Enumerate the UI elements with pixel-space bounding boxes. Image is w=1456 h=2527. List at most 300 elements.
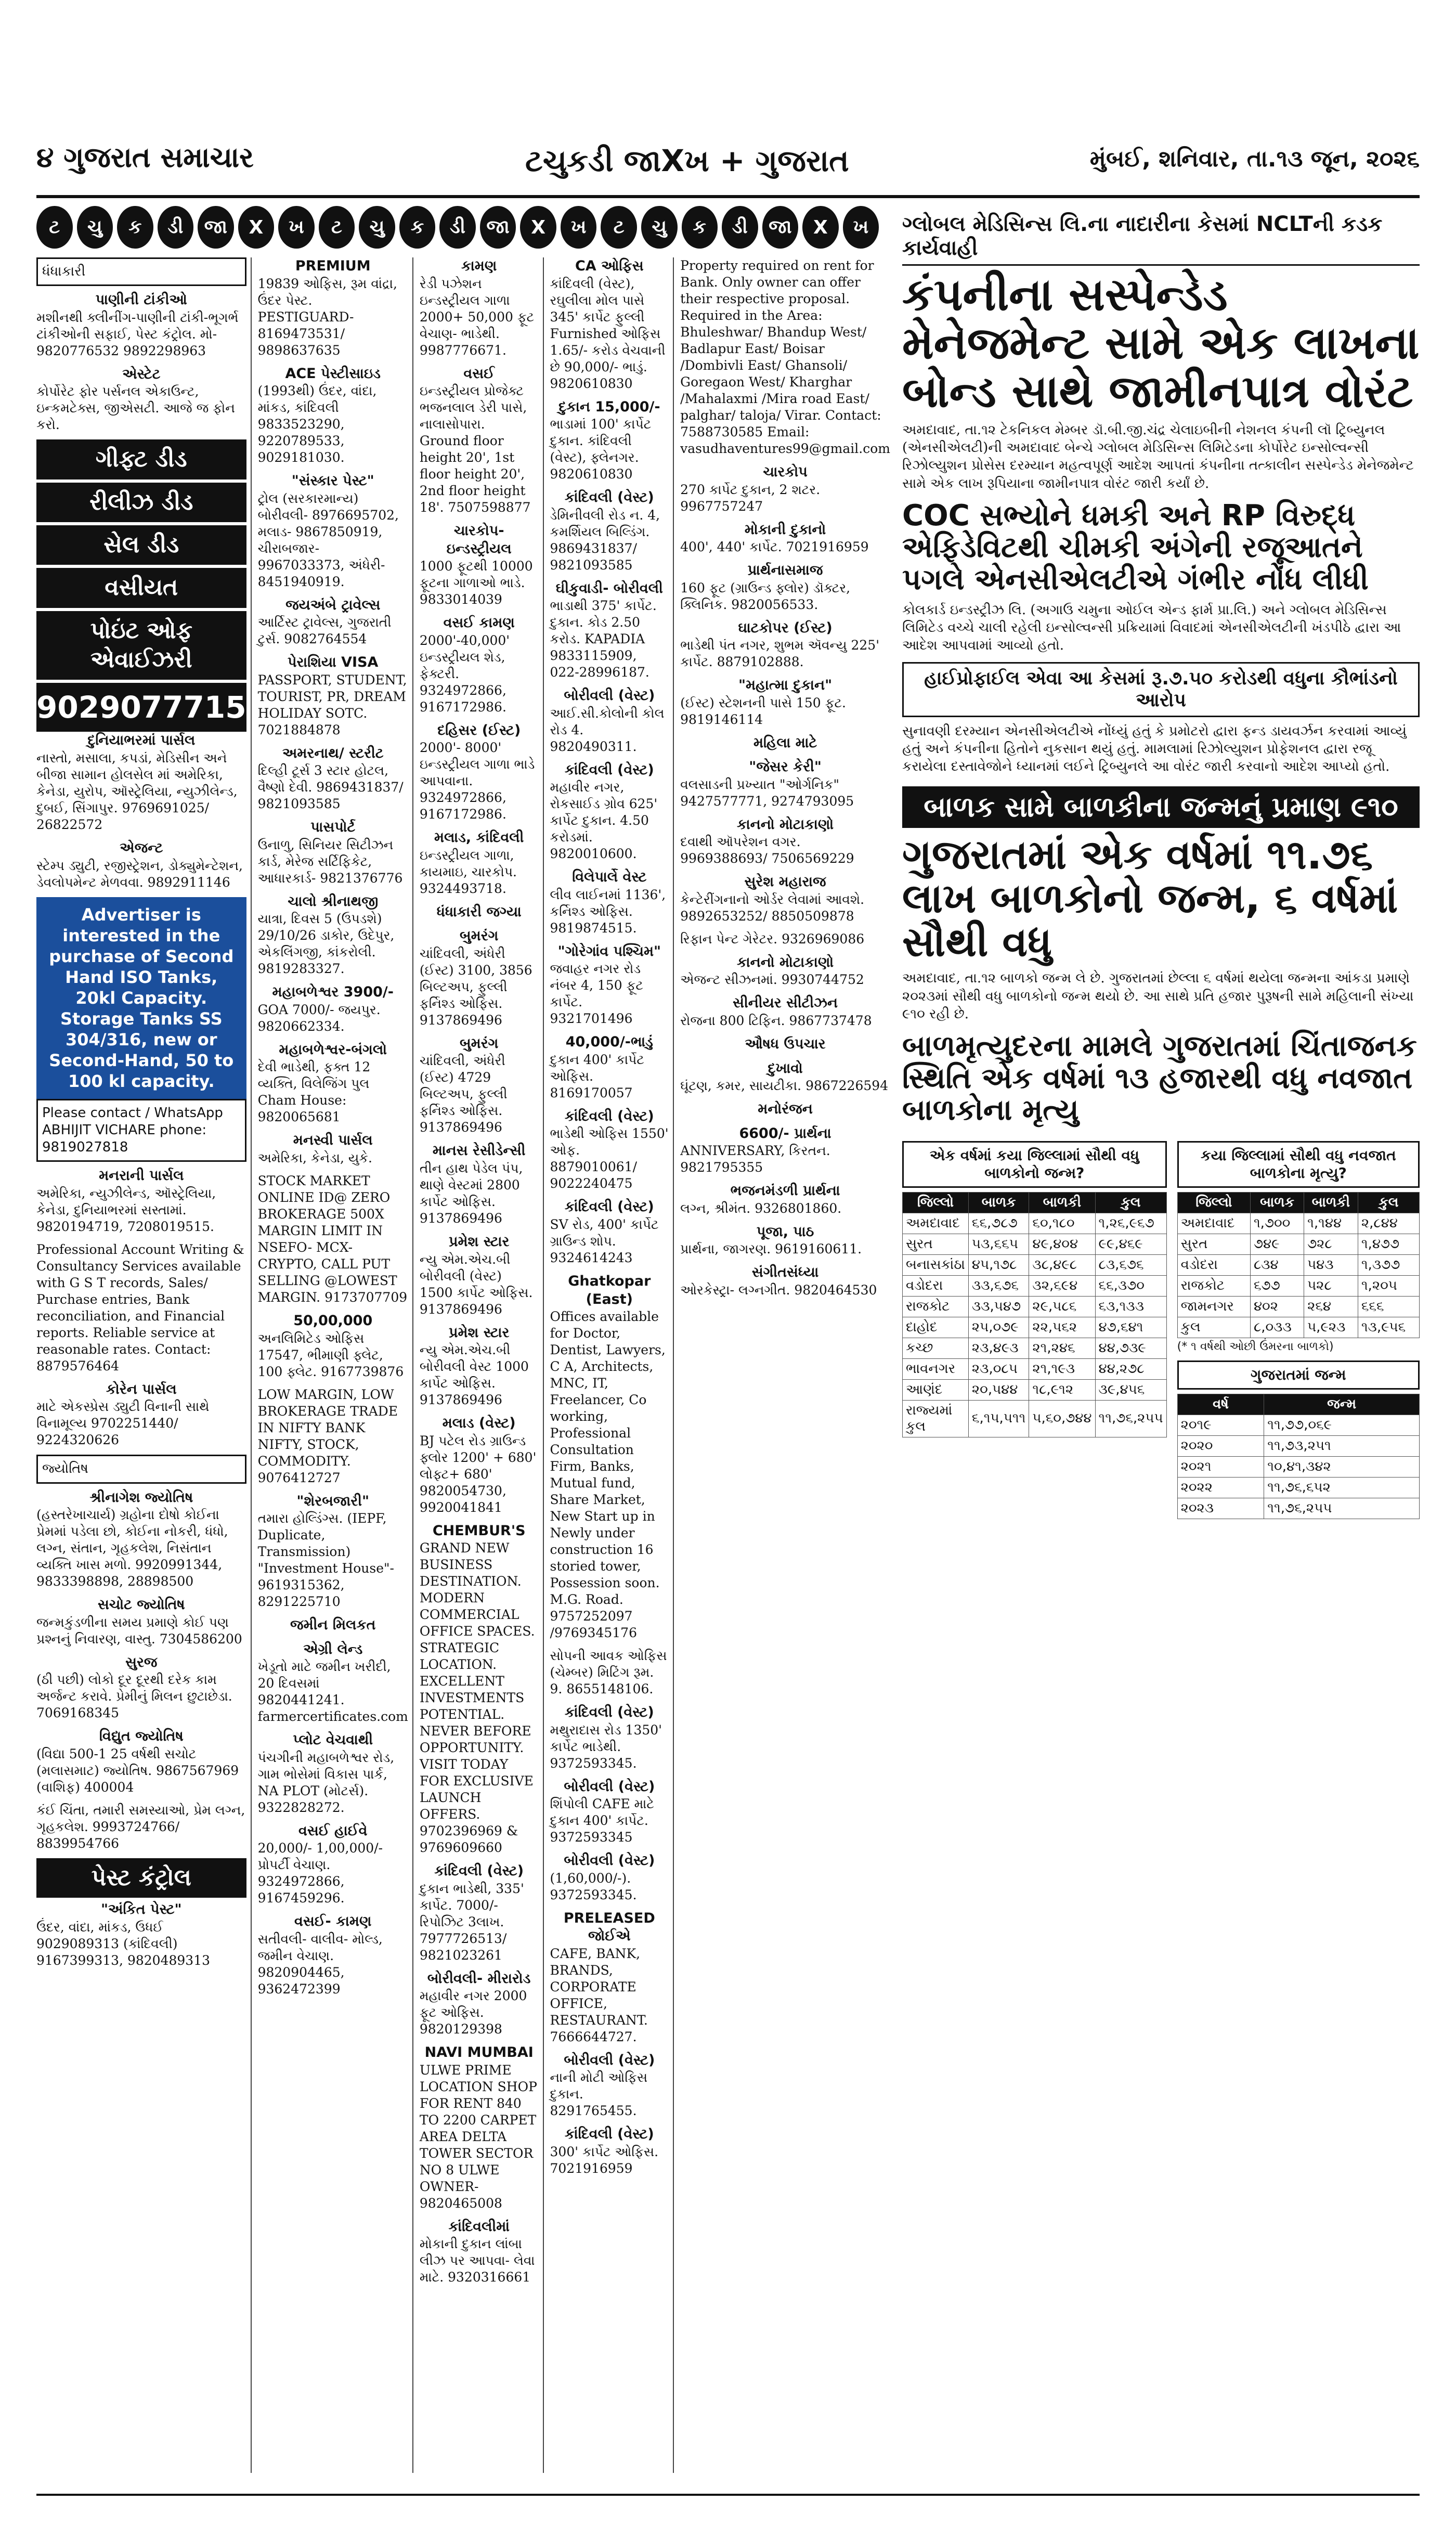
table-header-cell: જિલ્લો [903, 1192, 969, 1213]
table-cell: ભાવનગર [903, 1358, 969, 1379]
col2-item [258, 1731, 408, 1816]
col2-item [258, 1616, 408, 1635]
col3-item [420, 1522, 539, 1857]
classified-title: એગ્રી લેન્ડ [303, 1641, 363, 1657]
col2-item [258, 257, 408, 359]
article-body-2: કોલકાર્ડ ઇન્ડસ્ટ્રીઝ લિ. (અગાઉ ચમુના ઓઈલ એન્ડ ફાર્મ પ્રા.લિ.) અને ગ્લોબલ મેડિસિન્સ લિમિટેડ વચ્ચે ચાલી રહેલી ઇન્સોલ્વન્સી પ્રક્રિયામાં વિવાદમાં એનસીએલટીની ખંડપીઠે દ્વારા આ આદેશ આપવામાં આવ્યો હતો. [902, 602, 1401, 654]
col3-item [420, 1142, 539, 1227]
mortality-table-block [1177, 1134, 1420, 1519]
table-cell: ૮૩,૬૭૬ [1095, 1254, 1166, 1275]
classified-text: સ્ટેમ્પ ડ્યુટી, રજીસ્ટ્રેશન, ડોક્યુમેન્ટેશન, ડેવલોપમેન્ટ મેળવવા. 9892911146 [36, 858, 247, 890]
table-cell: ૬,૧૫,૫૧૧ [968, 1400, 1029, 1437]
col1d-item [36, 1596, 246, 1648]
classified-text: ભાડાથી 375' કાર્પેટ. દુકાન. કોડ 2.50 કરોડ. KAPADIA 9833115909, 022-28996187. [550, 598, 661, 680]
section-label: ધંધાકારી [36, 257, 246, 286]
classified-text: (હસ્તરેખાચાર્ય) ગ્રહોના દોષો કોઈના પ્રેમમાં પડેલા છો, કોઈના નોકરી, ધંધો, લગ્ન, સંતાન, ગૃહકલેશ, નિસંતાન વ્યક્તિ ખાસ મળો. 9920991344, 9833398898, 28898500 [36, 1507, 232, 1589]
table-cell: ૮,૦૩૩ [1250, 1317, 1304, 1338]
col4-item [550, 687, 669, 755]
table-cell: સુરત [903, 1234, 969, 1254]
table-cell: આણંદ [903, 1379, 969, 1400]
col5-item [680, 521, 890, 556]
classified-text: ઉંદર, વાંદા, માંકડ, ઉધઈ 9029089313 (કાંદિવલી) 9167399313, 9820489313 [36, 1919, 211, 1968]
classified-title: કાંદિવલી (વેસ્ટ) [564, 1704, 654, 1721]
col4-item [550, 761, 669, 863]
dateline: મુંબઈ, શનિવાર, તા.૧૩ જૂન, ૨૦૨૬ [1089, 146, 1420, 172]
table-cell: વડોદરા [1177, 1254, 1250, 1275]
col2-item [258, 1641, 408, 1726]
classified-text: નાની મોટી ઓફિસ દુકાન. 8291765455. [550, 2070, 652, 2119]
classified-title: એસ્ટેટ [122, 366, 161, 382]
table-cell: ૨૧,૧૯૩ [1029, 1358, 1095, 1379]
col5-item [680, 1264, 890, 1299]
strip-letter: ખ [278, 206, 315, 249]
classified-column-3 [420, 257, 544, 2473]
col3-item [420, 1035, 539, 1136]
table-cell: ૧૩,૯૫૬ [1358, 1317, 1419, 1338]
newspaper-name-page: ૪ ગુજરાત સમાચાર [36, 140, 254, 174]
col4-item [550, 1198, 669, 1266]
table-cell: ૧૧,૭૩,૨૫૧ [1264, 1435, 1420, 1456]
classified-title: "ગોરેગાંવ પશ્ચિમ" [557, 943, 661, 960]
classified-text: 20,000/- 1,00,000/- પ્રોપર્ટી વેચાણ. 9324972866, 9167459296. [257, 1841, 387, 1906]
classified-text: 270 કાર્પેટ દુકાન, 2 શટર. 9967757247 [680, 482, 825, 514]
table-cell: ૪૪,૨૭૮ [1095, 1358, 1166, 1379]
table-header-cell: બાળકી [1304, 1192, 1358, 1213]
classified-title: અમરનાથ/ સ્ટરીટ [282, 745, 384, 761]
classified-text: કેન્ટેરીંગનાનો ઓર્ડર લેવામાં આવશે. 9892653252/ 8850509878 [680, 891, 869, 924]
col2-item [257, 654, 411, 738]
table-cell: ૨૩,૦૮૫ [968, 1358, 1029, 1379]
strip-letter: જા [198, 206, 234, 249]
classified-title: કાંદિવલી (વેસ્ટ) [564, 761, 654, 778]
classified-title: બોરીવલી (વેસ્ટ) [564, 688, 655, 704]
classified-title: વસઈ કામણ [443, 615, 515, 631]
table-row [903, 1234, 1167, 1254]
col1c-item [36, 1381, 246, 1449]
classified-title: દુકાન 15,000/- [558, 398, 660, 415]
col2-item [258, 893, 408, 978]
col5-item [680, 954, 890, 989]
table-cell: ૨૦૨૧ [1177, 1456, 1264, 1477]
col1c-item [36, 1241, 249, 1375]
births-by-district-table [902, 1192, 1167, 1437]
classified-title: વિલેપાર્લે વેસ્ટ [572, 869, 647, 886]
classified-column-1 [36, 257, 252, 2473]
headline-births: ગુજરાતમાં એક વર્ષમાં ૧૧.૭૬ લાખ બાળકોનો જન્મ, ૬ વર્ષમાં સૌથી વધુ [902, 831, 1398, 966]
classified-text: તમારા હોલ્ડિંગ્સ. (IEPF, Duplicate, Transmission) "Investment House"- 9619315362, 8291225710 [257, 1511, 398, 1610]
classified-title: કાનનો મોટાકાણો [736, 816, 834, 833]
news-kicker: ગ્લોબલ મેડિસિન્સ લિ.ના નાદારીના કેસમાં NCLTની કડક કાર્યવાહી [902, 208, 1420, 266]
classified-title: ઘાટકોપર (ઈસ્ટ) [738, 619, 833, 636]
classified-title: પ્લોટ વેચવાથી [293, 1732, 373, 1748]
classified-column-4 [550, 257, 674, 2473]
classified-text: રિફાન પેન્ટ ગેરેટર. 9326969086 [680, 931, 865, 947]
table-cell: ૩૯,૪૫૬ [1095, 1379, 1166, 1400]
headline-coc: COC સભ્યોને ધમકી અને RP વિરુદ્ધ એફિડેવિટથી ચીમકી અંગેની રજૂઆતને પગલે એનસીએલટીએ ગંભીર નોંધ લીધી [902, 498, 1369, 597]
table-cell: ૯૯,૪૬૯ [1095, 1234, 1166, 1254]
col4-item [550, 2126, 669, 2177]
col1c-item [36, 1167, 246, 1235]
table-cell: દાહોદ [903, 1317, 969, 1338]
strip-letter: X [520, 206, 556, 249]
table-cell: અમદાવાદ [1177, 1213, 1250, 1234]
classified-text: 1000 ફૂટથી 10000 ફૂટના ગાળાઓ ભાડે. 9833014039 [419, 559, 537, 607]
classified-title: મોકાની દુકાનો [744, 521, 826, 538]
table-cell: ૬૩,૧૩૩ [1095, 1296, 1166, 1317]
table-cell: ૧,૩૭૭ [1358, 1254, 1419, 1275]
classified-title: "મહાત્મા દુકાન" [738, 677, 833, 694]
strip-letter: ખ [843, 206, 879, 249]
col1d-item [36, 1489, 246, 1590]
classified-title: દુનિયાભરમાં પાર્સલ [87, 732, 196, 749]
table-header-cell: કુલ [1095, 1192, 1166, 1213]
table-cell: અમદાવાદ [903, 1213, 969, 1234]
section-label: પેસ્ટ કંટ્રોલ [36, 1858, 246, 1898]
classified-title: કાંદિવલી (વેસ્ટ) [564, 489, 654, 506]
classified-text: GRAND NEW BUSINESS DESTINATION. MODERN COMMERCIAL OFFICE SPACES. STRATEGIC LOCATION. EXCELLENT INVESTMENTS POTENTIAL. NEVER BEFORE OPPORTUNITY. VISIT TODAY FOR EXCLUSIVE LAUNCH OFFERS. 9702396969 & 9769609660 [419, 1540, 539, 1856]
strip-letter: ક [117, 206, 153, 249]
table-header-cell: જન્મ [1264, 1394, 1420, 1415]
classified-text: દિલ્હી ટૂર્સ 3 સ્ટાર હોટલ, વૈષ્ણો દેવી. 9869431837/ 9821093585 [257, 763, 408, 812]
news-column [902, 208, 1420, 2470]
col2-item [258, 365, 408, 466]
classified-text: CAFE, BANK, BRANDS, CORPORATE OFFICE, RESTAURANT. 7666644727. [550, 1946, 652, 2044]
classified-text: 400', 440' કાર્પેટ. 7021916959 [680, 539, 869, 555]
classified-title: PREMIUM [295, 258, 371, 274]
table-row [1177, 1456, 1419, 1477]
col5-item [680, 1182, 890, 1217]
classified-text: યાત્રા, દિવસ 5 (ઉપડશે) 29/10/26 ડાકોર, ઉદેપુર, એકલિંગજી, કાંકરોલી. 9819283327. [257, 911, 399, 977]
strip-letter: જા [762, 206, 799, 249]
classified-title: ACE પેસ્ટીસાઇડ [285, 365, 381, 382]
classified-text: મશીનથી ક્લીનીંગ-પાણીની ટાંકી-ભૂગર્ભ ટાંકીઓની સફાઈ, પેસ્ટ કંટ્રોલ. મો- 9820776532 9892298963 [36, 309, 243, 358]
strip-letter: જા [480, 206, 516, 249]
classified-title: સીનીયર સીટીઝન [733, 995, 838, 1012]
classified-title: સચોટ જ્યોતિષ [97, 1597, 185, 1613]
col4-item [550, 1648, 669, 1697]
table-row [903, 1338, 1167, 1358]
col2-item [258, 1386, 408, 1486]
table-cell: સુરત [1177, 1234, 1250, 1254]
classified-title: 40,000/-ભાડું [565, 1034, 653, 1051]
classified-text: દુકાન ભાડેથી, 335' કાર્પેટ. 7000/- રિપોઝિટ 3લાખ. 7977726513/ 9821023261 [419, 1881, 528, 1963]
classified-text: ન્યુ એમ.એચ.બી બોરીવલી વેસ્ટ 1000 કાર્પેટ ઓફિસ. 9137869496 [419, 1342, 533, 1408]
col5-item [680, 1060, 890, 1095]
table-header-cell: બાળકી [1029, 1192, 1095, 1213]
yearly-births-title: ગુજરાતમાં જન્મ [1177, 1360, 1420, 1390]
classified-text: ઉનાળુ, સિનિયર સિટીઝન કાર્ડ, મેરેજ સર્ટિફિકેટ, આધારકાર્ડ- 9821376776 [257, 837, 403, 886]
strip-letter: ખ [561, 206, 597, 249]
col4-item [550, 1852, 669, 1903]
col3-item [420, 1324, 539, 1409]
table-cell: ૧૧,૭૬,૨૫૫ [1095, 1400, 1166, 1437]
header-rule [36, 195, 1420, 198]
table-header-cell: કુલ [1358, 1192, 1419, 1213]
strip-letter: X [238, 206, 275, 249]
table-cell: ૮૩૪ [1250, 1254, 1304, 1275]
table-cell: રાજ્યમાં કુલ [903, 1400, 969, 1437]
classified-title: બોરીવલી (વેસ્ટ) [564, 1852, 655, 1869]
col4-item [550, 1704, 669, 1772]
classified-text: વલસાડની પ્રખ્યાત "ઓર્ગનિક" 9427577771, 9274793095 [680, 776, 854, 809]
classified-title: કાંદિવલી (વેસ્ટ) [564, 2126, 654, 2143]
col1d-item [36, 1728, 246, 1796]
birth-table-block [902, 1134, 1167, 1519]
table-cell: ૧૧,૭૭,૦૬૯ [1264, 1415, 1420, 1435]
classified-text: PASSPORT, STUDENT, TOURIST, PR, DREAM HOLIDAY SOTC. 7021884878 [257, 672, 411, 737]
classified-title: બોરીવલી- મીરારોડ [427, 1970, 531, 1987]
table-cell: ૬૦,૧૮૦ [1029, 1213, 1095, 1234]
classified-text: જન્મકુંડળીના સમય પ્રમાણે કોઈ પણ પ્રશ્નનું નિવારણ, વાસ્તુ. 7304586200 [36, 1614, 242, 1647]
boxed-subheadline: હાઈપ્રોફાઈલ એવા આ કેસમાં રૂ.૭.૫૦ કરોડથી વધુના કૌભાંડનો આરોપ [902, 662, 1420, 717]
table-cell: ૪૯,૪૦૪ [1029, 1234, 1095, 1254]
classified-text: Professional Account Writing & Consultancy Services available with G S T records, Sales/ Purchase entries, Bank reconciliation, and Financial reports. Reliable service at reasonable rates. Contact: 8879576464 [36, 1241, 249, 1373]
classified-title: ઔષધ ઉપચાર [745, 1036, 826, 1053]
classified-title: "સંસ્કાર પેસ્ટ" [291, 473, 374, 489]
table-cell: ૨૩,૪૯૩ [968, 1338, 1029, 1358]
col5-item [680, 734, 890, 753]
col4-item [550, 1910, 669, 2045]
classified-title: ચાલો શ્રીનાથજી [288, 893, 379, 910]
strip-letter: ડી [439, 206, 476, 249]
deed-box: રીલીઝ ડીડ [36, 483, 246, 522]
classified-title: સુરજ [125, 1654, 158, 1670]
col2-item [258, 597, 408, 648]
classified-text: Offices available for Doctor, Dentist, Lawyers, C A, Architects, MNC, IT, Freelancer, Co working, Professional Consultation Firm, Banks, Mutual fund, Share Market, New Start up in Newly under construction 16 storied tower, Possession soon. M.G. Road. 9757252097 /9769345176 [550, 1309, 670, 1641]
table-cell: ૭૪૯ [1250, 1234, 1304, 1254]
table-cell: ૨૧,૨૪૬ [1029, 1338, 1095, 1358]
table-cell: કુલ [1177, 1317, 1250, 1338]
mortality-table-note: (* ૧ વર્ષથી ઓછી ઉંમરના બાળકો) [1177, 1340, 1334, 1353]
classified-text: લગ્ન, શ્રીમંત. 9326801860. [680, 1200, 842, 1216]
table-cell: ૪૪,૭૩૯ [1095, 1338, 1166, 1358]
classified-title: પૂજા, પાઠ [756, 1223, 814, 1240]
col3-item [420, 522, 539, 608]
classified-text: LOW MARGIN, LOW BROKERAGE TRADE IN NIFTY BANK NIFTY, STOCK, COMMODITY. 9076412727 [257, 1386, 402, 1485]
classified-text: ખેડૂતો માટે જમીન ખરીદી, 20 દિવસમાં 9820441241. farmercertificates.com [257, 1659, 408, 1725]
classified-text: ટ્રોલ (સરકારમાન્ય) બોરીવલી- 8976695702, મલાડ- 9867850919, ચીરાબજાર- 9967033373, અંધેરી- 8451940919. [257, 490, 403, 589]
deed-box: સેલ ડીડ [36, 525, 246, 565]
headline-infant-mortality: બાળમૃત્યુદરના મામલે ગુજરાતમાં ચિંતાજનક સ્થિતિ એક વર્ષમાં ૧૩ હજારથી વધુ નવજાત બાળકોના મૃત્યુ [902, 1029, 1417, 1128]
table-cell: ૧૦,૪૧,૩૪૨ [1264, 1456, 1420, 1477]
classified-text: મહાવીર નગર 2000 ફૂટ ઓફિસ. 9820129398 [419, 1988, 531, 2037]
footer-rule [36, 2494, 1420, 2496]
table-row [1177, 1498, 1419, 1519]
classified-text: અમેરિકા, ન્યુઝીલેન્ડ, ઑસ્ટ્રેલિયા, કેનેડા, દુનિયાભરમાં સસ્તામાં. 9820194719, 7208019515. [36, 1185, 220, 1234]
col2-item [258, 1822, 408, 1907]
classified-columns [36, 257, 894, 2473]
table-row [1177, 1254, 1419, 1275]
table-cell: ૩૩,૬૭૬ [968, 1275, 1029, 1296]
classified-text: જવાહર નગર રોડ નંબર 4, 150 ફૂટ કાર્પેટ. 9321701496 [550, 961, 647, 1027]
classified-title: મનોરંજન [758, 1101, 813, 1118]
table-row [903, 1296, 1167, 1317]
classified-text: 160 ફૂટ (ગ્રાઉન્ડ ફ્લોર) ડૉક્ટર, ક્લિનિક. 9820056533. [680, 580, 855, 612]
classified-text: મથુરાદાસ રોડ 1350' કાર્પેટ ભાડેથી. 9372593345. [550, 1722, 666, 1771]
table-cell: ૧,૪૭૭ [1358, 1234, 1419, 1254]
classified-title: ધંધાકારી જગ્યા [436, 903, 522, 920]
classified-title: વસઈ [463, 365, 495, 382]
iso-tank-ad: Advertiser is interested in the purchase of Second Hand ISO Tanks, 20kl Capacity. Storage Tanks SS 304/316, new or Second-Hand, 50 to 100 kl capacity. [36, 897, 246, 1099]
table-header-cell: વર્ષ [1177, 1394, 1264, 1415]
table-row [1177, 1435, 1419, 1456]
table-cell: ૨૦,૫૪૪ [968, 1379, 1029, 1400]
table-cell: ૩૩,૫૪૭ [968, 1296, 1029, 1317]
table-row [1177, 1296, 1419, 1317]
classified-text: સોપની આવક ઓફિસ (ચેમ્બર) મિટિંગ રૂમ. 9. 8655148106. [550, 1648, 671, 1697]
table-cell: ૪૦૨ [1250, 1296, 1304, 1317]
table-cell: ૧,૧૪૪ [1304, 1213, 1358, 1234]
table-row [903, 1379, 1167, 1400]
section-header: ટચુકડી જાXખ + ગુજરાત [525, 143, 849, 178]
classified-title: માનસ રેસીડેન્સી [432, 1143, 526, 1159]
col2-item [258, 1493, 408, 1611]
col1-item [36, 291, 246, 359]
col5-item [680, 463, 890, 515]
col4-item [550, 398, 669, 483]
iso-tank-ad-contact: Please contact / WhatsApp ABHIJIT VICHARE phone: 9819027818 [36, 1099, 246, 1162]
classified-text: 2000'-40,000' ઇન્ડસ્ટ્રીયલ શેડ, ફેક્ટરી. 9324972866, 9167172986. [419, 632, 514, 715]
table-row [1177, 1415, 1419, 1435]
classified-text: રેડી પઝેશન ઇન્ડસ્ટ્રીયલ ગાળા 2000+ 50,000 ફૂટ વેચાણ- ભાડેથી. 9987776671. [419, 276, 539, 358]
table-cell: ૧,૭૦૦ [1250, 1213, 1304, 1234]
classified-text: મહાવીર નગર, રોકસાઈડ ગ્રોવ 625' કાર્પેટ દુકાન. 4.50 કરોડમાં. 9820010600. [550, 780, 662, 862]
classified-title: જયઅંબે ટ્રાવેલ્સ [285, 597, 381, 613]
classified-title: "જેસર કેરી" [749, 759, 822, 775]
classified-text: પંચગીની મહાબળેશ્વર રોડ, ગામ ભોસેમાં વિકાસ પાર્ક, NA PLOT (મોટર્સ). 9322828272. [257, 1750, 399, 1815]
classified-text: ન્યુ એમ.એચ.બી બોરીવલી (વેસ્ટ) 1500 કાર્પેટ ઓફિસ. 9137869496 [419, 1251, 537, 1317]
table-header-row [1177, 1192, 1419, 1213]
strip-letter: ક [399, 206, 436, 249]
classified-text: 300' કાર્પેટ ઓફિસ. 7021916959 [550, 2144, 662, 2176]
article-body-4: અમદાવાદ, તા.૧૨ બાળકો જન્મ લે છે. ગુજરાતમાં છેલ્લા ૬ વર્ષમાં થયેલા જન્મના આંકડા પ્રમાણે ૨૦૨૩માં સૌથી વધુ બાળકોનો જન્મ થયો છે. આ સાથે પ્રતિ હજાર પુરૂષની સામે મહિલાની સંખ્યા ૯૧૦ રહી છે. [902, 970, 1414, 1022]
table-cell: ૨૦૨૨ [1177, 1477, 1264, 1498]
table-cell: ૭૨૮ [1304, 1234, 1358, 1254]
mortality-by-district-table [1177, 1192, 1420, 1338]
classified-title: કામણ [461, 258, 497, 274]
section-label: જ્યોતિષ [36, 1455, 246, 1483]
col3-item [420, 614, 539, 716]
classified-text: રોજના 800 ટિફિન. 9867737478 [680, 1013, 872, 1029]
table-header-cell: બાળક [1250, 1192, 1304, 1213]
col3-item [420, 257, 539, 359]
classified-text: 19839 ઓફિસ, રૂમ વાંદ્રા, ઉંદર પેસ્ટ. PESTIGUARD- 8169473531/ 9898637635 [257, 276, 401, 358]
table-cell: ૪૫,૧૭૮ [968, 1254, 1029, 1275]
strip-letter: ટ [601, 206, 637, 249]
classified-title: બોરીવલી (વેસ્ટ) [564, 1778, 655, 1795]
col5-item [680, 758, 890, 810]
col5-item [680, 677, 890, 728]
classified-text: ભાડેથી પંત નગર, શુભમ ઍવન્યુ 225' કાર્પેટ. 8879102888. [680, 638, 884, 670]
classified-text: ઓરકેસ્ટ્રા- લગ્નગીત. 9820464530 [680, 1282, 877, 1298]
article-body-3: સુનાવણી દરમ્યાન એનસીએલટીએ નોંધ્યું હતું કે પ્રમોટરો દ્વારા ફન્ડ ડાયવર્ઝન કરવામાં આવ્યું હતું અને કંપનીના હિતોને નુકસાન થયું હતું. મામલામાં રિઝોલ્યુશન પ્રોફેશનલ દ્વારા રજૂ કરાયેલા દસ્તાવેજોને ધ્યાનમાં લઈને ટ્રિબ્યુનલે આ વોરંટ જારી કરવાનો આદેશ આપ્યો હતો. [902, 723, 1407, 775]
col2-item [258, 1132, 408, 1167]
table-row [1177, 1213, 1419, 1234]
strip-letter: ચુ [359, 206, 395, 249]
col5-item [680, 257, 890, 457]
classified-text: એજન્ટ સીઝનમાં. 9930744752 [680, 972, 864, 988]
table-row [903, 1254, 1167, 1275]
table-row [1177, 1477, 1419, 1498]
table-row [903, 1213, 1167, 1234]
table-cell: ૫,૯૨૩ [1304, 1317, 1358, 1338]
classified-title: કાંદિવલીમાં [448, 2218, 510, 2235]
table-cell: ૧,૨૬,૯૬૭ [1095, 1213, 1166, 1234]
classified-title: મહાબળેશ્વર 3900/- [272, 984, 394, 1001]
col4-item [550, 257, 669, 392]
col3-item [420, 1862, 539, 1964]
classified-text: અનલિમિટેડ ઓફિસ 17547, ભીમાણી ફ્લેટ, 100 ફ્લેટ. 9167739876 [257, 1330, 404, 1379]
classified-text: (વિદ્યા 500-1 25 વર્ષથી સચોટ (મલાસમાટ) જ્યોતિષ. 9867567969 (વાશિફ) 400004 [36, 1746, 243, 1795]
classified-text: કાંદિવલી (વેસ્ટ), રઘુલીલા મોલ પાસે 345' કાર્પેટ ફુલ્લી Furnished ઓફિસ 1.65/- કરોડ વેચવાની છે 90,000/- ભાડું. 9820610830 [550, 276, 670, 391]
col4-item [550, 1273, 669, 1641]
classified-title: મલાડ, કાંદિવલી [434, 830, 524, 846]
classified-title: મનરાની પાર્સલ [99, 1168, 184, 1184]
mortality-table-title: કયા જિલ્લામાં સૌથી વધુ નવજાત બાળકોના મૃત્યુ? [1177, 1141, 1420, 1188]
classified-title: 50,00,000 [293, 1313, 373, 1329]
col2-item [258, 745, 408, 813]
col3-item [420, 2218, 539, 2286]
col2-item [258, 1173, 408, 1306]
classified-title: પાણીની ટાંકીઓ [95, 292, 187, 308]
table-cell: ૫૩,૬૬૫ [968, 1234, 1029, 1254]
col3-item [420, 903, 539, 922]
classified-text: તીન હાથ પેડેલ પંપ, થાણે વેસ્ટમાં 2800 કાર્પેટ ઓફિસ. 9137869496 [419, 1161, 527, 1226]
classified-text: ભાડામાં 100' કાર્પેટ દુકાન. કાંદિવલી (વેસ્ટ), ફ્લેનગર. 9820610830 [550, 417, 656, 482]
col5-item [680, 1035, 890, 1054]
classified-title: કાનનો મોટાકાણો [736, 954, 834, 970]
classified-text: (ઠી પછી) લોકો દૂર દૂરથી દરેક કામ અર્જન્ટ કરાવે. પ્રેમીનું મિલન છુટાછેડા. 7069168345 [36, 1672, 237, 1721]
classified-text: ANNIVERSARY, કિરતન. 9821795355 [680, 1143, 835, 1175]
col3-item [420, 365, 539, 516]
deed-box: વસીયત [36, 568, 246, 607]
article-body-1: અમદાવાદ, તા.૧૨ ટેકનિકલ મેમ્બર ડૉ.બી.જી.ચંદ્ર ચેલાઇબીની નેશનલ કંપની લૉ ટ્રિબ્યુનલ (એનસીએલટી)ની અમદાવાદ બેન્ચે ગ્લોબલ મેડિસિન્સ લિમિટેડના કોર્પોરેટ ઇન્સોલ્વન્સી રિઝોલ્યુશન પ્રોસેસ દરમ્યાન મહત્વપૂર્ણ આદેશ આપતાં કંપનીના તત્કાલીન સસ્પેન્ડેડ મેનેજમેન્ટ સામે એક લાખ રૂપિયાના જામીનપાત્ર વોરંટ જારી કર્યાં છે. [902, 422, 1414, 491]
classified-title: Ghatkopar (East) [568, 1273, 651, 1307]
classified-text: મોકાની દુકાન લાંબા લીઝ પર આપવા- લેવા માટે. 9320316661 [419, 2236, 539, 2285]
classified-title: શ્રીનાગેશ જ્યોતિષ [89, 1489, 193, 1506]
col3-item [420, 2044, 539, 2212]
col5-item [680, 562, 890, 613]
classified-text: સતીવલી- વાલીવ- મોલ્ડ, જમીન વેચાણ. 9820904465, 9362472399 [257, 1931, 387, 1997]
strip-letter: ચુ [641, 206, 678, 249]
classified-text: આર્ટિસ્ટ ટ્રાવેલ્સ, ગુજરાતી ટુર્સ. 9082764554 [257, 615, 396, 647]
classified-title: મહિલા માટે [753, 734, 817, 751]
classified-title: દહિસર (ઈસ્ટ) [437, 722, 521, 738]
classified-title: પ્રાર્થનાસમાજ [747, 562, 823, 579]
table-cell: વડોદરા [903, 1275, 969, 1296]
col1d-item [36, 1802, 250, 1852]
table-cell: ૨૫,૦૭૯ [968, 1317, 1029, 1338]
col4-item [550, 2052, 669, 2120]
col2-item [258, 1041, 408, 1126]
table-cell: ૨૦૨૦ [1177, 1435, 1264, 1456]
table-cell: ૪૭,૬૪૧ [1095, 1317, 1166, 1338]
col2-item [258, 1312, 408, 1380]
classified-title: મહાબળેશ્વર-બંગલો [279, 1041, 387, 1058]
classified-title: વસઈ- કામણ [294, 1913, 372, 1930]
classified-title: ચારકોપ- ઇન્ડસ્ટ્રીયલ [446, 523, 512, 557]
table-row [903, 1358, 1167, 1379]
classified-text: અમેરિકા, કેનેડા, યુકે. [257, 1150, 372, 1166]
table-cell: ૨૦૨૩ [1177, 1498, 1264, 1519]
classified-text: STOCK MARKET ONLINE ID@ ZERO BROKERAGE 500X MARGIN LIMIT IN NSEFO- MCX- CRYPTO, CALL PUT SELLING @LOWEST MARGIN. 9173707709 [257, 1173, 408, 1305]
table-cell: ૩૨,૬૯૪ [1029, 1275, 1095, 1296]
col5-item [680, 1125, 890, 1176]
strip-letter: ડી [722, 206, 758, 249]
col3-item [420, 927, 539, 1029]
classified-title: કાંદિવલી (વેસ્ટ) [564, 1199, 654, 1215]
col1b-item [36, 839, 246, 891]
